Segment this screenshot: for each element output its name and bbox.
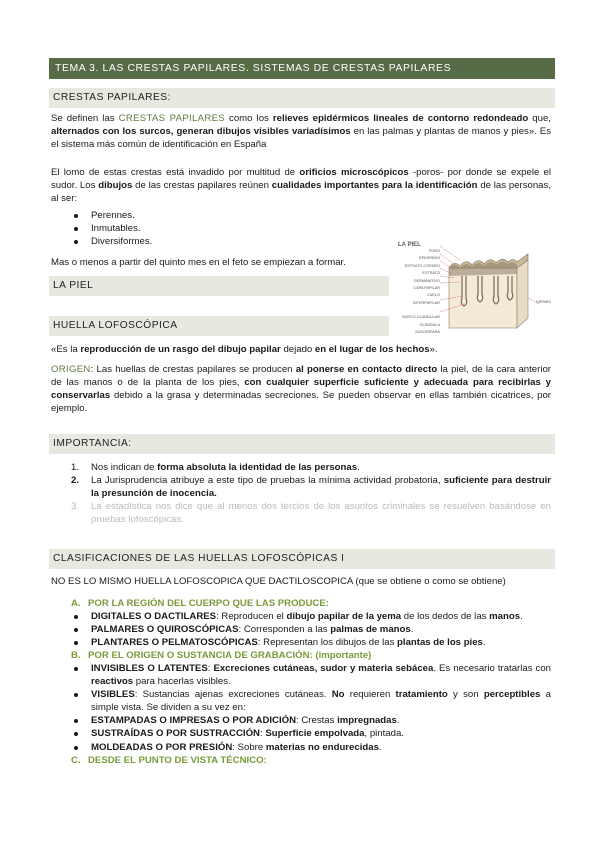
- category-a: A. POR LA REGIÓN DEL CUERPO QUE LAS PRODUCE:: [71, 598, 329, 609]
- list-item: PLANTARES O PELMATOSCÓPICAS: Representan los dibujos de las plantas de los pies.: [51, 636, 551, 649]
- list-item: 2. La Jurisprudencia atribuye a este tipo de pruebas la mínima actividad probatoria, suficiente para destruir la presunción de inocencia.: [71, 475, 551, 500]
- crestas-definition: Se definen las CRESTAS PAPILARES como los relieves epidérmicos lineales de contorno redondeado que, alternados con los surcos, generan dibujos visibles variadísimos en las palmas y plantas de manos y pies». Es el sistema más común de identificación en España: [51, 113, 551, 151]
- category-b: B. POR EL ORIGEN O SUSTANCIA DE GRABACIÓN: (importante): [71, 650, 372, 662]
- skin-diagram: [394, 238, 554, 340]
- diagram-label: CUELO INTERPAPILAR: [412, 293, 440, 305]
- category-c: C. DESDE EL PUNTO DE VISTA TÉCNICO:: [71, 754, 267, 766]
- diagram-label: EPIDERMIS: [419, 256, 440, 261]
- diagram-label: CAPA PAPILAR: [413, 286, 440, 291]
- list-item: PALMARES O QUIROSCÓPICAS: Corresponden a las palmas de manos.: [51, 623, 551, 636]
- skin-diagram-title: LA PIEL: [398, 242, 421, 248]
- category-b-items: [51, 662, 551, 753]
- section-heading-crestas: CRESTAS PAPILARES:: [49, 88, 555, 108]
- diagram-label: ESTRATO GERMINATIVO: [413, 271, 440, 283]
- list-item: 1. Nos indican de forma absoluta la identidad de las personas.: [71, 462, 360, 473]
- list-item: Inmutables.: [51, 222, 381, 235]
- huella-origen: ORIGEN: Las huellas de crestas papilares se producen al ponerse en contacto directo la piel, de la cara anterior de las manos o de la planta de los pies, con cualquier superficie suficiente y adecuada para recibirlas y conservarlas debido a la grasa y determinadas secreciones. Se pueden observar en ellas también cicatrices, por ejemplo.: [51, 364, 551, 415]
- section-heading-huella: HUELLA LOFOSCÓPICA: [49, 316, 389, 336]
- document-title: TEMA 3. LAS CRESTAS PAPILARES. SISTEMAS DE CRESTAS PAPILARES: [49, 58, 555, 79]
- list-item: VISIBLES: Sustancias ajenas excreciones cutáneas. No requieren tratamiento y son perceptibles a simple vista. Se dividen a su vez en:: [51, 688, 551, 714]
- diagram-label: ESTRATO CORNEO: [404, 263, 440, 268]
- diagram-label: GLÁNDULA SUDORÍPARA: [415, 322, 440, 335]
- crestas-term: CRESTAS PAPILARES: [118, 113, 225, 124]
- section-heading-importancia: IMPORTANCIA:: [49, 434, 555, 454]
- clasificaciones-intro: NO ES LO MISMO HUELLA LOFOSCOPICA QUE DACTILOSCOPICA (que se obtiene o como se obtiene): [51, 576, 506, 587]
- list-item: DIGITALES O DACTILARES: Reproducen el dibujo papilar de la yema de los dedos de las manos.: [51, 610, 551, 623]
- list-item: SUSTRAÍDAS O POR SUSTRACCIÓN: Superficie empolvada, pintada.: [51, 727, 551, 740]
- list-item: INVISIBLES O LATENTES: Excreciones cutáneas, sudor y materia sebácea. Es necesario tratarlas con reactivos para hacerlas visibles.: [51, 662, 551, 688]
- list-item: ESTAMPADAS O IMPRESAS O POR ADICIÓN: Crestas impregnadas.: [51, 714, 551, 727]
- section-heading-clasificaciones: CLASIFICACIONES DE LAS HUELLAS LOFOSCÓPICAS I: [49, 549, 555, 569]
- list-item: Perennes.: [51, 209, 381, 222]
- crestas-pores-paragraph: El lomo de estas crestas está invadido por multitud de orificios microscópicos -poros- por donde se expele el sudor. Los dibujos de las crestas papilares reúnen cualidades importantes para la identificación de las personas, al ser:: [51, 167, 552, 205]
- section-heading-piel: LA PIEL: [49, 276, 389, 296]
- origen-term: ORIGEN: [51, 364, 91, 375]
- list-item: Diversiformes.: [51, 235, 381, 248]
- skin-diagram-labels: [400, 248, 440, 336]
- diagram-label: PORO: [428, 249, 440, 253]
- importancia-list: [51, 461, 551, 526]
- formation-note: Mas o menos a partir del quinto mes en el feto se empiezan a formar.: [51, 257, 346, 268]
- category-a-items: [51, 610, 551, 649]
- list-item: MOLDEADAS O POR PRESIÓN: Sobre materias no endurecidas.: [51, 741, 551, 754]
- qualities-list: [51, 209, 381, 248]
- list-item: 3. La estadística nos dice que al menos dos tercios de los asuntos criminales se resuelven basándose en pruebas lofoscópicas.: [71, 501, 551, 526]
- clasificaciones-list: [51, 597, 551, 767]
- diagram-label: SURCO GLANDULAR: [402, 315, 440, 320]
- huella-definition: «Es la reproducción de un rasgo del dibujo papilar dejado en el lugar de los hechos».: [51, 344, 438, 355]
- diagram-label: DERMIS: [536, 300, 551, 304]
